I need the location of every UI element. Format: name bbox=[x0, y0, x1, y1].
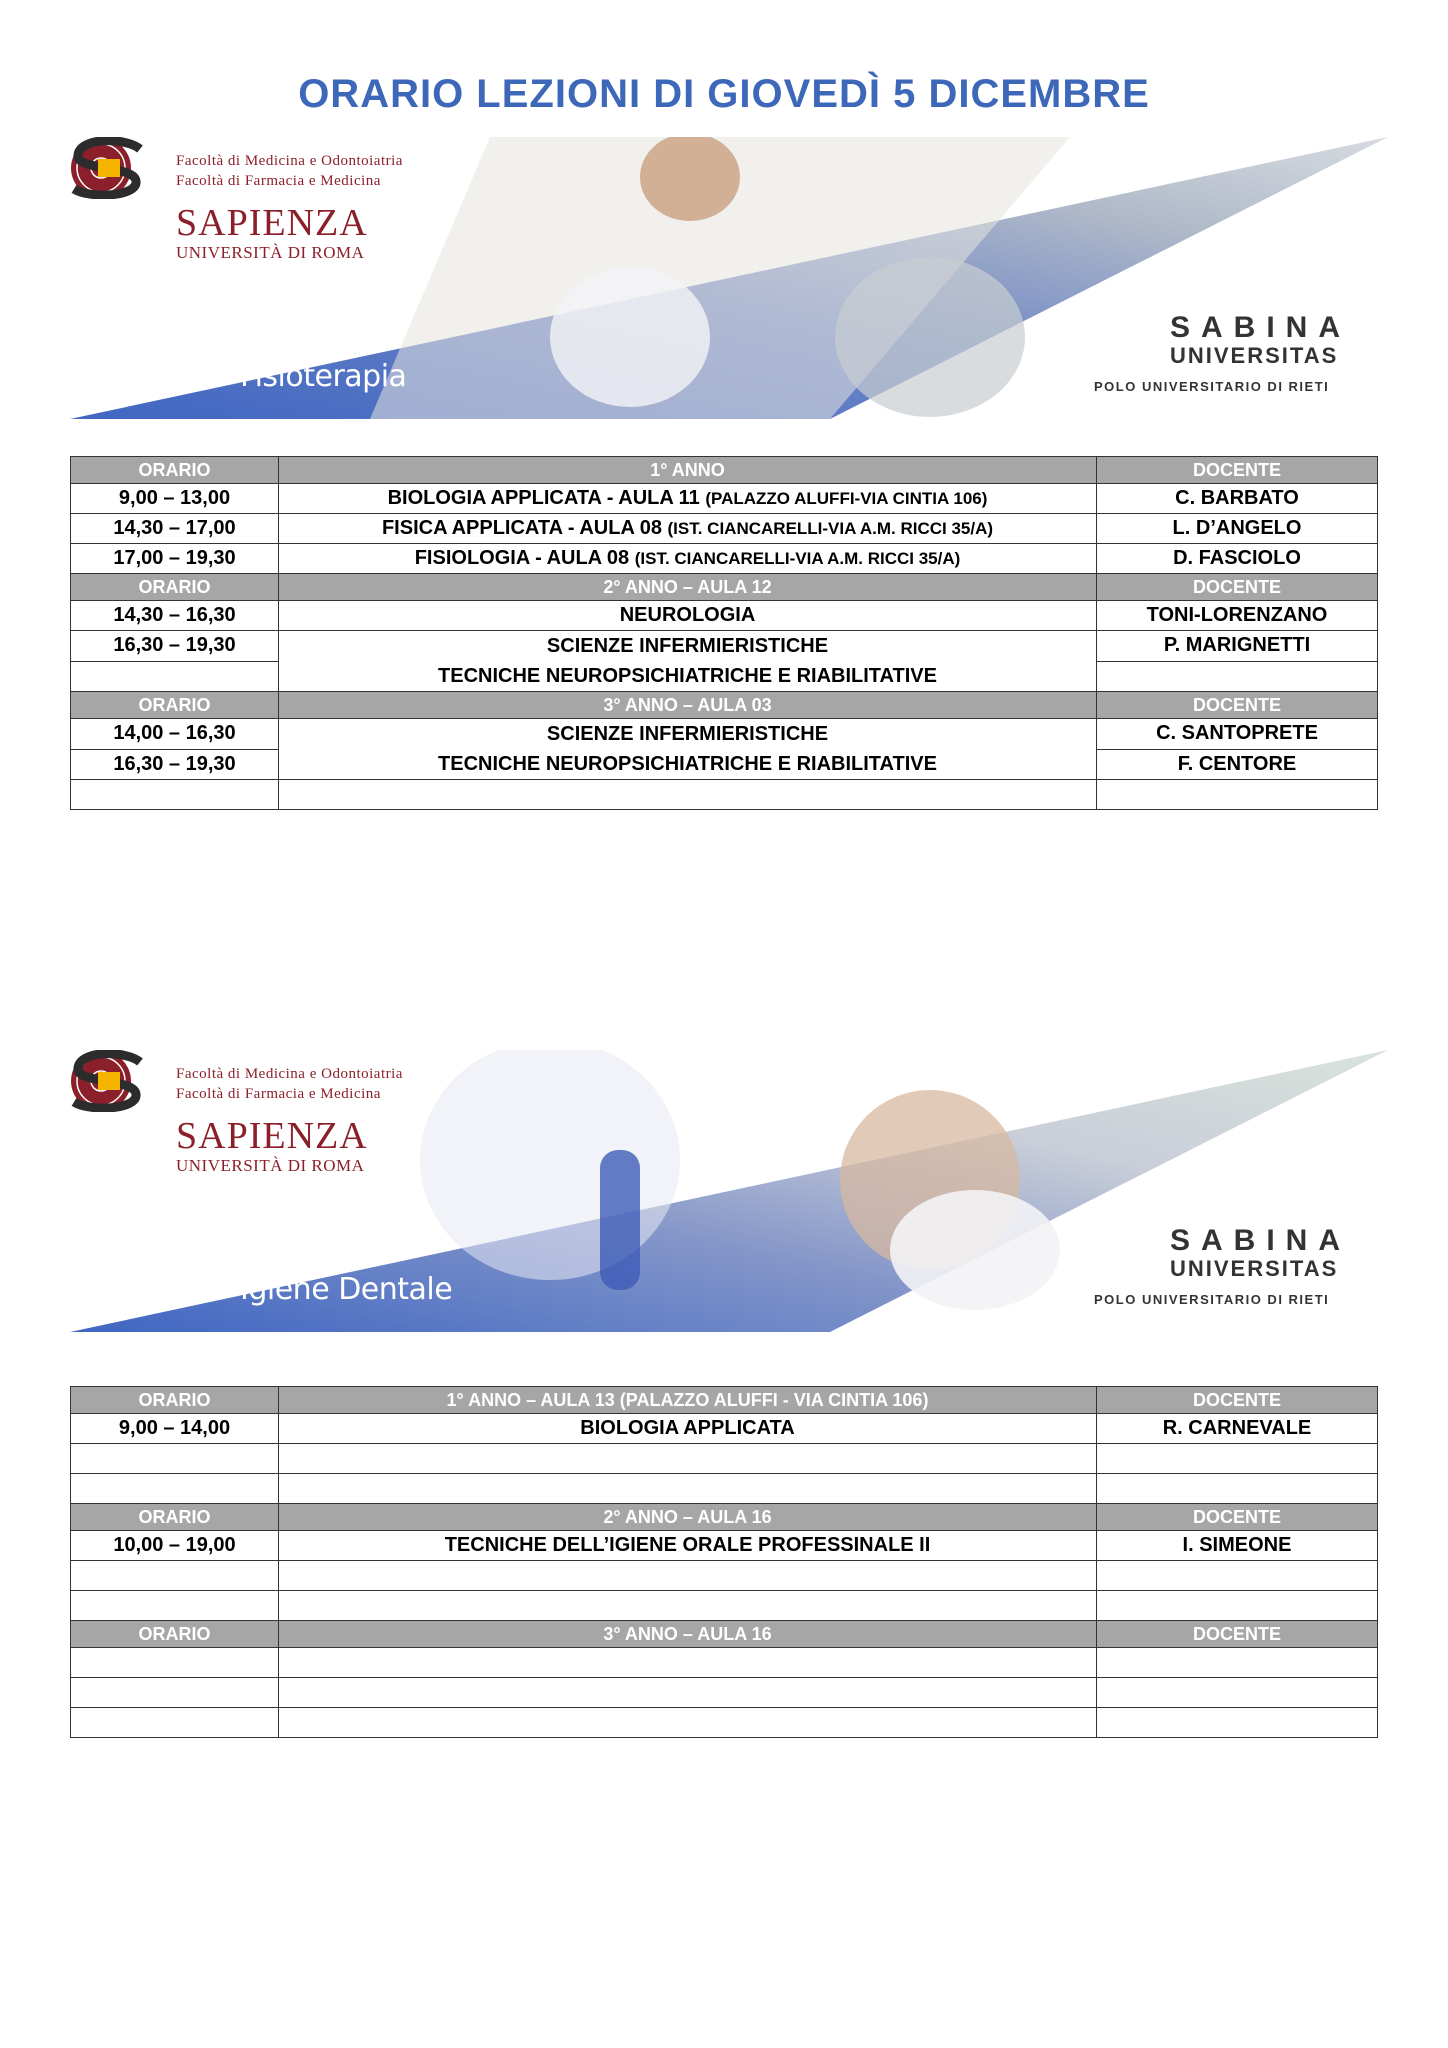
header-teacher: DOCENTE bbox=[1097, 574, 1378, 601]
teacher-cell: C. BARBATO bbox=[1097, 484, 1378, 514]
faculty-line-2: Facoltà di Farmacia e Medicina bbox=[176, 1086, 381, 1102]
faculty-lines bbox=[176, 1064, 403, 1104]
sabina-logo-icon bbox=[70, 137, 144, 199]
header-title: 3° ANNO – AULA 16 bbox=[279, 1621, 1097, 1648]
course-name: Igiene Dentale bbox=[240, 1272, 453, 1307]
teacher-cell bbox=[1097, 1561, 1378, 1591]
fisioterapia-banner bbox=[70, 137, 1388, 419]
time-cell bbox=[71, 1591, 279, 1621]
subject-cell bbox=[279, 1591, 1097, 1621]
table-header-row bbox=[71, 692, 1378, 719]
sabina-logo-icon bbox=[70, 1050, 144, 1112]
subject-line: TECNICHE NEUROPSICHIATRICHE E RIABILITATIVE bbox=[438, 665, 937, 687]
sabina-logo-text: SABINA bbox=[1170, 1224, 1352, 1257]
time-cell: 16,30 – 19,30 bbox=[71, 749, 279, 780]
subject-cell bbox=[279, 1648, 1097, 1678]
table-row bbox=[71, 1414, 1378, 1444]
teacher-cell bbox=[1097, 1444, 1378, 1474]
teacher-cell bbox=[1097, 1678, 1378, 1708]
time-cell: 17,00 – 19,30 bbox=[71, 544, 279, 574]
subject-line: SCIENZE INFERMIERISTICHE bbox=[546, 635, 829, 657]
table-row bbox=[71, 1708, 1378, 1738]
subject-cell bbox=[279, 719, 1097, 780]
time-cell bbox=[71, 1561, 279, 1591]
faculty-line-1: Facoltà di Medicina e Odontoiatria bbox=[176, 1066, 403, 1082]
table-row bbox=[71, 1474, 1378, 1504]
table-row bbox=[71, 544, 1378, 574]
time-cell bbox=[71, 780, 279, 810]
time-cell: 9,00 – 13,00 bbox=[71, 484, 279, 514]
subject-cell bbox=[279, 1708, 1097, 1738]
header-time: ORARIO bbox=[71, 692, 279, 719]
sapienza-sub-text: UNIVERSITÀ DI ROMA bbox=[176, 1156, 365, 1175]
teacher-cell: TONI-LORENZANO bbox=[1097, 601, 1378, 631]
universitas-logo-text: UNIVERSITAS bbox=[1170, 343, 1339, 368]
table-row bbox=[71, 1648, 1378, 1678]
subject-cell: FISIOLOGIA - AULA 08 (IST. CIANCARELLI-VIA A.M. RICCI 35/A) bbox=[279, 544, 1097, 574]
universitas-logo-text: UNIVERSITAS bbox=[1170, 1256, 1339, 1281]
igiene-banner bbox=[70, 1050, 1388, 1332]
time-cell bbox=[71, 1648, 279, 1678]
subject-cell: NEUROLOGIA bbox=[279, 601, 1097, 631]
header-time: ORARIO bbox=[71, 574, 279, 601]
teacher-cell: P. MARIGNETTI bbox=[1097, 631, 1378, 662]
teacher-cell bbox=[1097, 1648, 1378, 1678]
header-teacher: DOCENTE bbox=[1097, 1504, 1378, 1531]
time-cell bbox=[71, 1444, 279, 1474]
header-time: ORARIO bbox=[71, 1387, 279, 1414]
teacher-cell bbox=[1097, 1474, 1378, 1504]
header-title: 1° ANNO bbox=[279, 457, 1097, 484]
header-teacher: DOCENTE bbox=[1097, 1621, 1378, 1648]
table-row bbox=[71, 1531, 1378, 1561]
table-row bbox=[71, 1678, 1378, 1708]
header-teacher: DOCENTE bbox=[1097, 1387, 1378, 1414]
header-title: 2° ANNO – AULA 16 bbox=[279, 1504, 1097, 1531]
time-cell bbox=[71, 1678, 279, 1708]
time-cell: 9,00 – 14,00 bbox=[71, 1414, 279, 1444]
sapienza-logo-text: SAPIENZA bbox=[176, 202, 368, 244]
sapienza-sub-text: UNIVERSITÀ DI ROMA bbox=[176, 243, 365, 262]
time-cell bbox=[71, 661, 279, 692]
teacher-cell bbox=[1097, 1591, 1378, 1621]
teacher-cell: L. D’ANGELO bbox=[1097, 514, 1378, 544]
time-cell bbox=[71, 1474, 279, 1504]
sabina-logo-text: SABINA bbox=[1170, 311, 1352, 344]
subject-cell bbox=[279, 780, 1097, 810]
table-row bbox=[71, 1561, 1378, 1591]
faculty-line-1: Facoltà di Medicina e Odontoiatria bbox=[176, 153, 403, 169]
subject-cell: BIOLOGIA APPLICATA - AULA 11 (PALAZZO ALUFFI-VIA CINTIA 106) bbox=[279, 484, 1097, 514]
subject-line: SCIENZE INFERMIERISTICHE bbox=[546, 723, 829, 745]
polo-tagline: POLO UNIVERSITARIO DI RIETI bbox=[1094, 1292, 1330, 1307]
time-cell bbox=[71, 1708, 279, 1738]
table-row bbox=[71, 484, 1378, 514]
course-name: Fisioterapia bbox=[240, 359, 407, 394]
teacher-cell: R. CARNEVALE bbox=[1097, 1414, 1378, 1444]
table-header-row bbox=[71, 1387, 1378, 1414]
page-title: ORARIO LEZIONI DI GIOVEDÌ 5 DICEMBRE bbox=[298, 72, 1150, 116]
subject-cell bbox=[279, 1444, 1097, 1474]
subject-cell bbox=[279, 631, 1097, 692]
subject-cell bbox=[279, 1678, 1097, 1708]
table-header-row bbox=[71, 457, 1378, 484]
table-row bbox=[71, 1444, 1378, 1474]
table-row bbox=[71, 780, 1378, 810]
subject-cell bbox=[279, 1561, 1097, 1591]
time-cell: 14,00 – 16,30 bbox=[71, 719, 279, 750]
table-row bbox=[71, 631, 1378, 662]
teacher-cell: F. CENTORE bbox=[1097, 749, 1378, 780]
teacher-cell bbox=[1097, 661, 1378, 692]
fisioterapia-schedule-table bbox=[70, 456, 1378, 810]
igiene-schedule-table bbox=[70, 1386, 1378, 1738]
header-teacher: DOCENTE bbox=[1097, 692, 1378, 719]
header-title: 1° ANNO – AULA 13 (PALAZZO ALUFFI - VIA CINTIA 106) bbox=[279, 1387, 1097, 1414]
header-teacher: DOCENTE bbox=[1097, 457, 1378, 484]
table-row bbox=[71, 601, 1378, 631]
teacher-cell bbox=[1097, 780, 1378, 810]
subject-cell: TECNICHE DELL’IGIENE ORALE PROFESSINALE II bbox=[279, 1531, 1097, 1561]
sapienza-logo-text: SAPIENZA bbox=[176, 1115, 368, 1157]
teacher-cell: C. SANTOPRETE bbox=[1097, 719, 1378, 750]
table-header-row bbox=[71, 1504, 1378, 1531]
faculty-lines bbox=[176, 151, 403, 191]
table-row bbox=[71, 514, 1378, 544]
time-cell: 14,30 – 16,30 bbox=[71, 601, 279, 631]
subject-line: TECNICHE NEUROPSICHIATRICHE E RIABILITATIVE bbox=[438, 753, 937, 775]
teacher-cell: D. FASCIOLO bbox=[1097, 544, 1378, 574]
faculty-line-2: Facoltà di Farmacia e Medicina bbox=[176, 173, 381, 189]
table-header-row bbox=[71, 1621, 1378, 1648]
teacher-cell: I. SIMEONE bbox=[1097, 1531, 1378, 1561]
polo-tagline: POLO UNIVERSITARIO DI RIETI bbox=[1094, 379, 1330, 394]
time-cell: 16,30 – 19,30 bbox=[71, 631, 279, 662]
header-title: 2° ANNO – AULA 12 bbox=[279, 574, 1097, 601]
header-title: 3° ANNO – AULA 03 bbox=[279, 692, 1097, 719]
table-row bbox=[71, 1591, 1378, 1621]
time-cell: 14,30 – 17,00 bbox=[71, 514, 279, 544]
table-row bbox=[71, 719, 1378, 750]
subject-cell bbox=[279, 1474, 1097, 1504]
subject-cell: BIOLOGIA APPLICATA bbox=[279, 1414, 1097, 1444]
teacher-cell bbox=[1097, 1708, 1378, 1738]
time-cell: 10,00 – 19,00 bbox=[71, 1531, 279, 1561]
table-header-row bbox=[71, 574, 1378, 601]
header-time: ORARIO bbox=[71, 1621, 279, 1648]
subject-cell: FISICA APPLICATA - AULA 08 (IST. CIANCARELLI-VIA A.M. RICCI 35/A) bbox=[279, 514, 1097, 544]
header-time: ORARIO bbox=[71, 1504, 279, 1531]
header-time: ORARIO bbox=[71, 457, 279, 484]
